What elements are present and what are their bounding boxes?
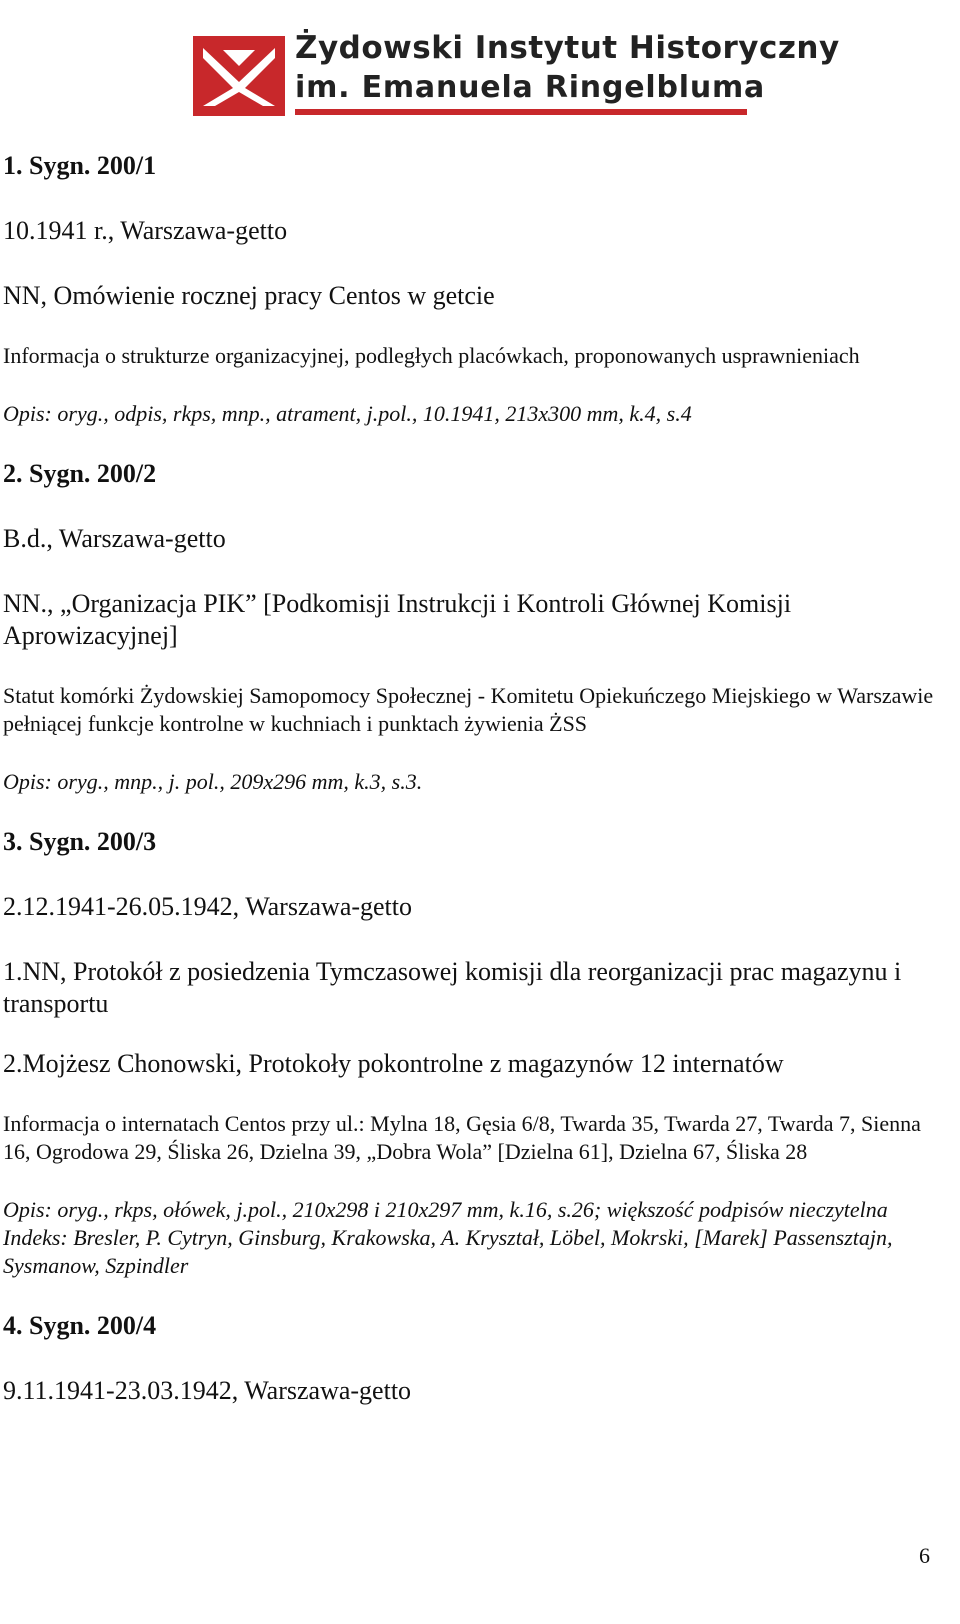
entry-physical-description: Opis: oryg., rkps, ołówek, j.pol., 210x298 i 210x297 mm, k.16, s.26; większość podpisów nieczytelna [3,1197,888,1222]
entry-description: Informacja o internatach Centos przy ul.: Mylna 18, Gęsia 6/8, Twarda 35, Twarda 27, Twarda 7, Sienna 16, Ogrodowa 29, Śliska 26, Dzielna 39, „Dobra Wola” [Dzielna 61], Dzielna 67, Śliska 28 [3,1111,921,1164]
catalog-entries [3,150,953,1407]
entry-title: 2.Mojżesz Chonowski, Protokoły pokontrolne z magazynów 12 internatów [3,1049,784,1078]
entry-date-place: 2.12.1941-26.05.1942, Warszawa-getto [3,892,413,921]
logo-line-1: Żydowski Instytut Historyczny [295,30,840,66]
institute-emblem-icon [193,36,285,116]
logo-line-2: im. Emanuela Ringelbluma [295,70,766,105]
catalog-entry [3,1310,953,1407]
entry-heading: 3. Sygn. 200/3 [3,827,157,856]
entry-date-place: 10.1941 r., Warszawa-getto [3,216,288,245]
entry-heading: 1. Sygn. 200/1 [3,151,157,180]
entry-physical-description: Opis: oryg., odpis, rkps, mnp., atrament, j.pol., 10.1941, 213x300 mm, k.4, s.4 [3,401,692,426]
entry-description: Informacja o strukturze organizacyjnej, podległych placówkach, proponowanych usprawnieniach [3,343,860,368]
catalog-entry [3,458,953,796]
entry-description: Statut komórki Żydowskiej Samopomocy Społecznej - Komitetu Opiekuńczego Miejskiego w Warszawie pełniącej funkcje kontrolne w kuchniach i punktach żywienia ŻSS [3,683,934,736]
catalog-entry [3,826,953,1280]
entry-title: NN, Omówienie rocznej pracy Centos w getcie [3,281,495,310]
entry-heading: 4. Sygn. 200/4 [3,1311,157,1340]
entry-title: NN., „Organizacja PIK” [Podkomisji Instrukcji i Kontroli Głównej Komisji Aprowizacyjnej] [3,589,792,650]
entry-date-place: 9.11.1941-23.03.1942, Warszawa-getto [3,1376,412,1405]
entry-heading: 2. Sygn. 200/2 [3,459,157,488]
logo-underline [295,109,747,115]
institute-logo [193,30,840,120]
page-number: 6 [919,1543,930,1568]
catalog-entry [3,150,953,428]
entry-physical-description: Opis: oryg., mnp., j. pol., 209x296 mm, k.3, s.3. [3,769,423,794]
entry-title: 1.NN, Protokół z posiedzenia Tymczasowej komisji dla reorganizacji prac magazynu i transportu [3,957,902,1018]
entry-date-place: B.d., Warszawa-getto [3,524,226,553]
entry-index: Indeks: Bresler, P. Cytryn, Ginsburg, Krakowska, A. Kryształ, Löbel, Mokrski, [Marek] Passensztajn, Sysmanow, Szpindler [3,1225,893,1278]
